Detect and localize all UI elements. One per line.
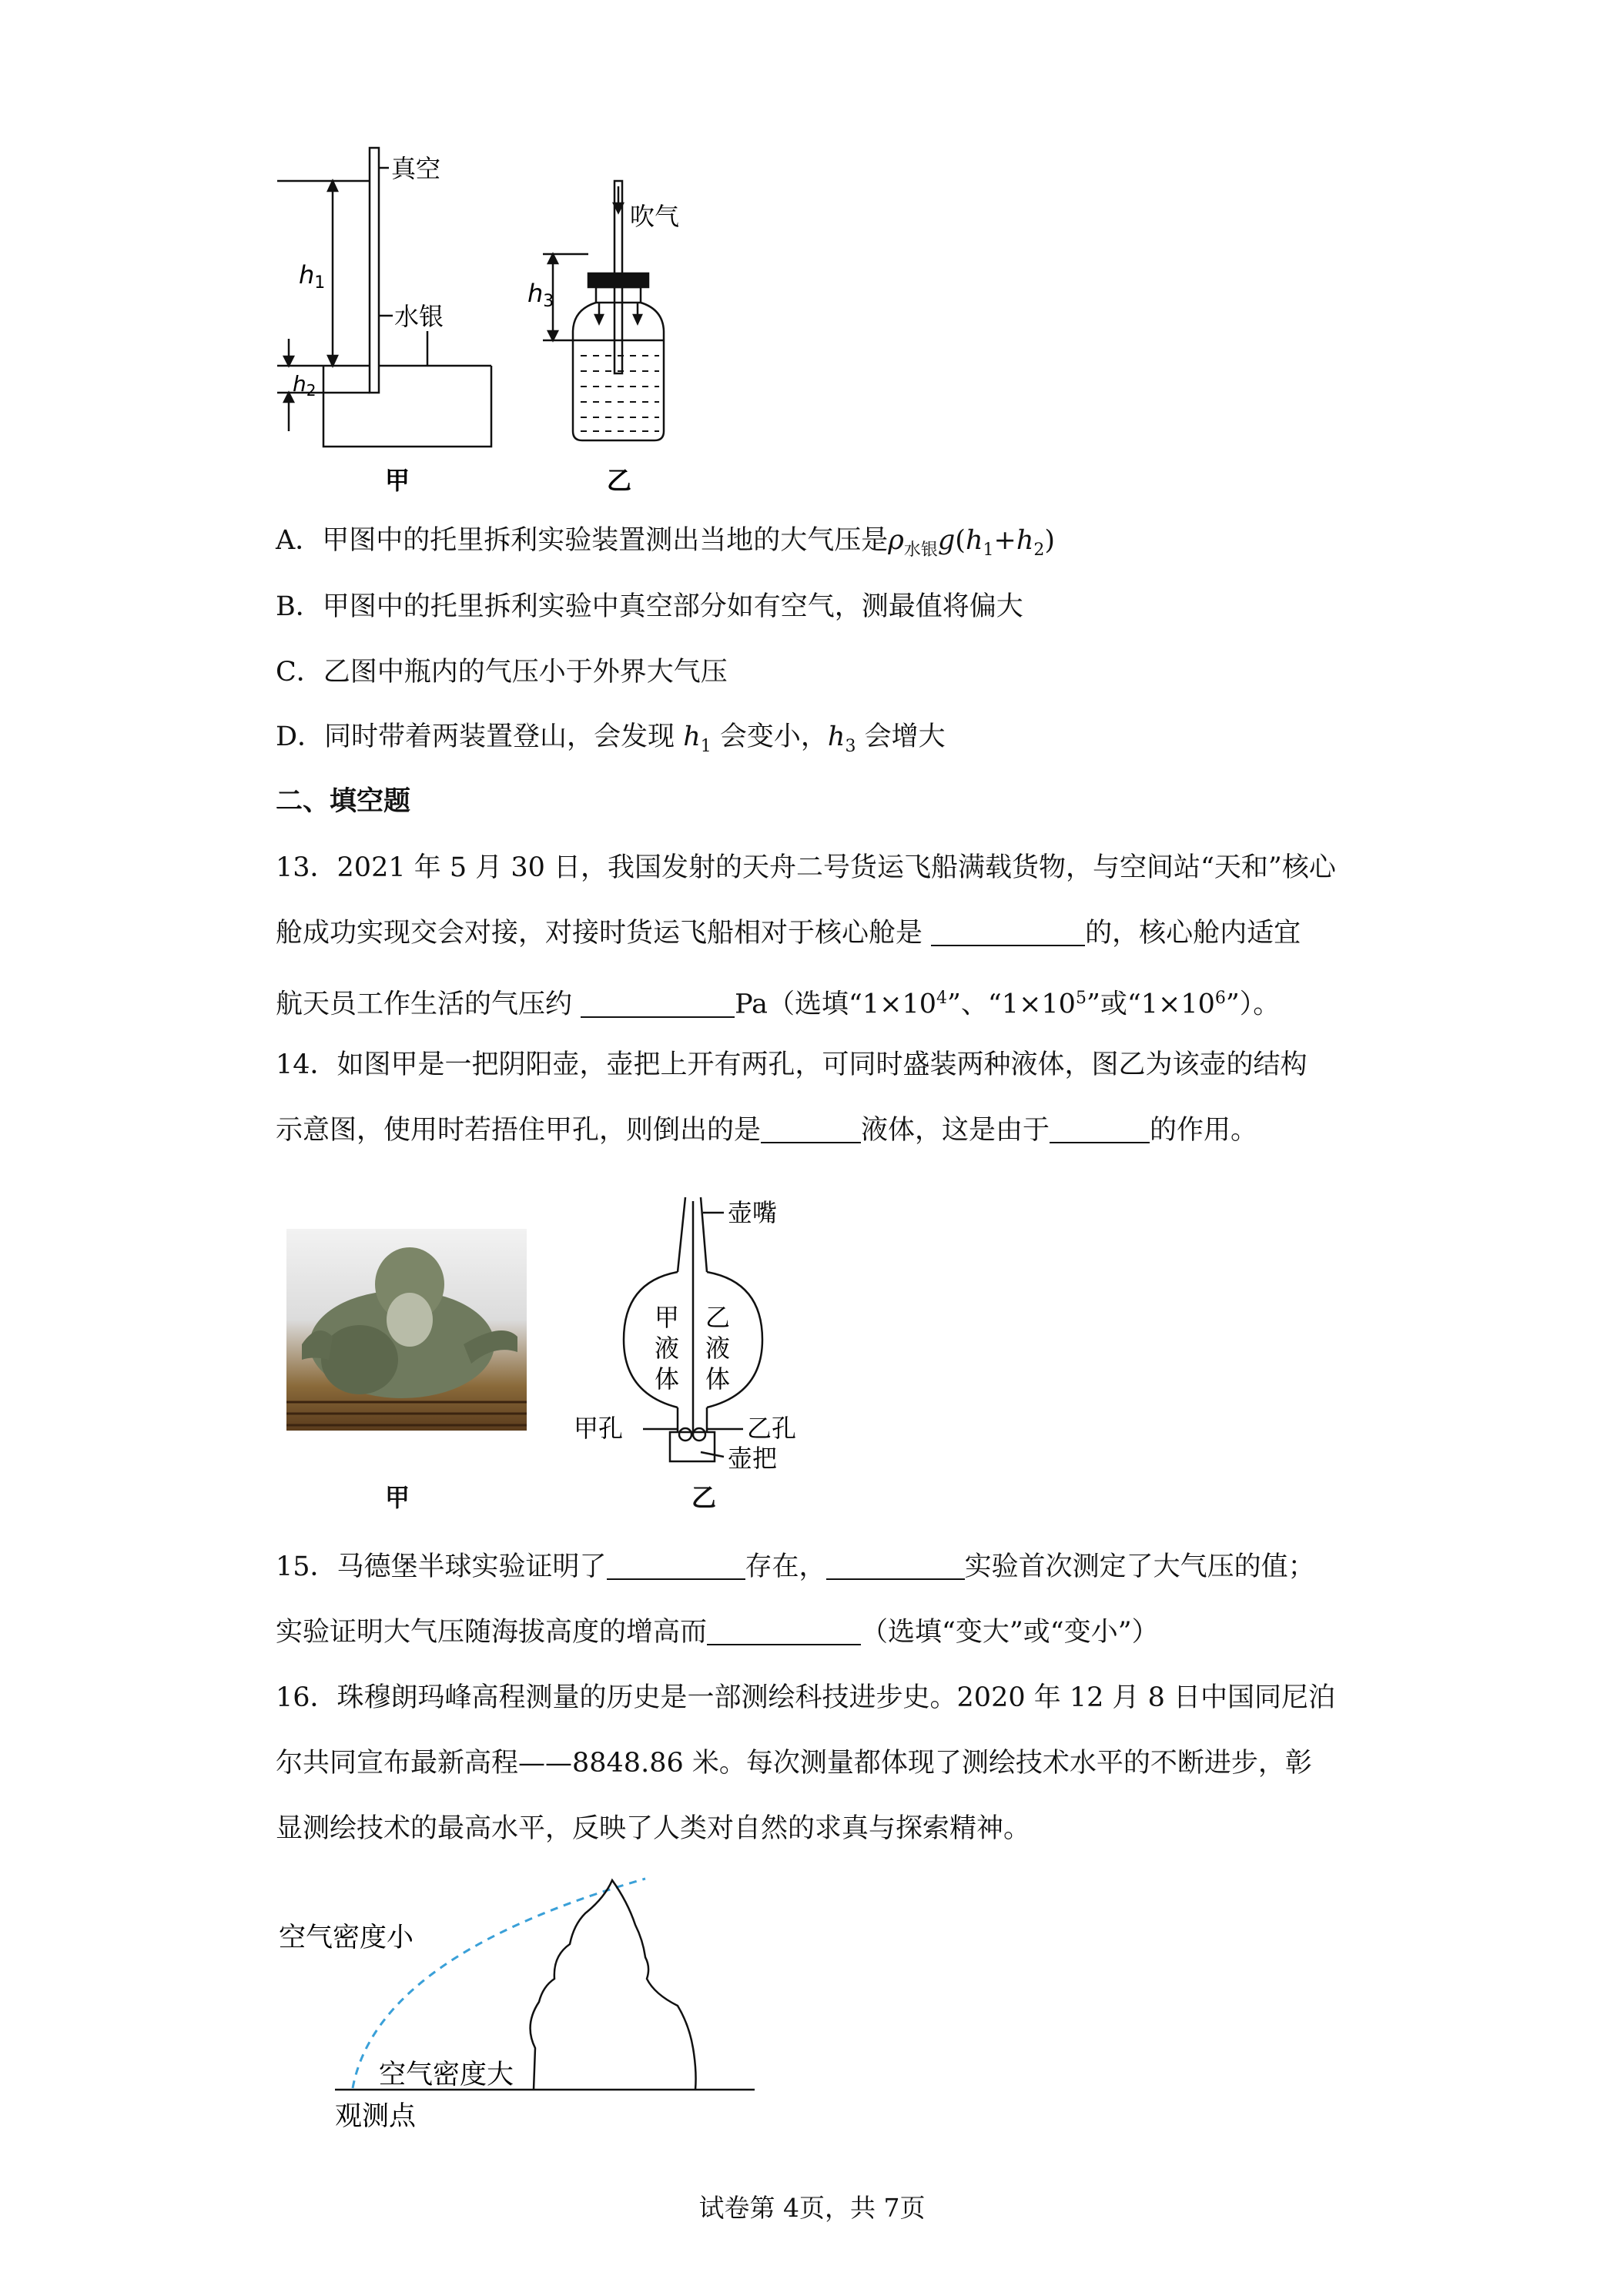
low-density-label: 空气密度小 (279, 1923, 414, 1953)
q13-line-2: 舱成功实现交会对接，对接时货运飞船相对于核心舱是 的，核心舱内适宜 (276, 918, 1301, 949)
q14-blank-1[interactable] (761, 1114, 861, 1143)
q15-blank-1[interactable] (607, 1551, 745, 1580)
yi-caption: 乙 (607, 466, 632, 495)
section-title: 二、填空题 (276, 786, 411, 817)
pot-caption-yi: 乙 (691, 1483, 717, 1512)
jia-hole-label: 甲孔 (574, 1414, 624, 1443)
yi-hole-label: 乙孔 (747, 1414, 797, 1443)
yi-liquid-char-2: 液 (705, 1334, 731, 1363)
observation-point-label: 观测点 (335, 2101, 417, 2132)
jia-caption: 甲 (385, 466, 410, 495)
yi-liquid-char-1: 乙 (705, 1303, 731, 1332)
q12-option-a: A．甲图中的托里拆利实验装置测出当地的大气压是$\rho_{水银}g(h_1+h_2)$ (276, 525, 1056, 560)
page-footer: 试卷第 4页，共 7页 (698, 2193, 926, 2223)
q12-option-b: B．甲图中的托里拆利实验中真空部分如有空气，测最值将偏大 (276, 591, 1023, 622)
jia-liquid-char-3: 体 (655, 1364, 680, 1394)
q13-blank-1[interactable] (931, 917, 1085, 946)
q12-option-c: C．乙图中瓶内的气压小于外界大气压 (276, 657, 728, 688)
torricelli-apparatus (277, 148, 491, 447)
mercury-label: 水银 (394, 302, 444, 331)
q15-blank-2[interactable] (826, 1551, 965, 1580)
q13-line-1: 13．2021 年 5 月 30 日，我国发射的天舟二号货运飞船满载货物，与空间站“天和”核心 (276, 852, 1336, 883)
pot-structure-diagram (570, 1186, 847, 1471)
h3-label: h3 (527, 279, 554, 311)
q16-line-1: 16．珠穆朗玛峰高程测量的历史是一部测绘科技进步史。2020 年 12 月 8 日中国同尼泊 (276, 1682, 1336, 1713)
spout-label: 壶嘴 (728, 1198, 778, 1227)
blow-label: 吹气 (630, 202, 680, 231)
observation-arc (353, 1879, 645, 2088)
q14-blank-2[interactable] (1050, 1114, 1150, 1143)
pot-caption-jia: 甲 (385, 1483, 410, 1512)
q15-blank-3[interactable] (707, 1616, 861, 1645)
q13-blank-2[interactable] (581, 989, 735, 1018)
high-density-label: 空气密度大 (379, 2060, 514, 2090)
bottle-liquid-dashes (581, 356, 659, 431)
q15-line-2: 实验证明大气压随海拔高度的增高而 （选填“变大”或“变小”） (276, 1617, 1159, 1648)
h1-label: h1 (299, 260, 326, 293)
q14-line-1: 14．如图甲是一把阴阳壶，壶把上开有两孔，可同时盛装两种液体，图乙为该壶的结构 (276, 1049, 1308, 1080)
q16-line-3: 显测绘技术的最高水平，反映了人类对自然的求真与探索精神。 (276, 1813, 1031, 1844)
yi-liquid-char-3: 体 (705, 1364, 731, 1394)
q15-line-1: 15．马德堡半球实验证明了 存在， 实验首次测定了大气压的值； (276, 1551, 1315, 1582)
mountain-outline (531, 1880, 696, 2090)
jia-liquid-char-2: 液 (655, 1334, 680, 1363)
pot-figure-drawing (286, 1229, 527, 1431)
vacuum-label: 真空 (391, 154, 441, 183)
mountain-figure (262, 1871, 785, 2156)
q16-line-2: 尔共同宣布最新高程——8848.86 米。每次测量都体现了测绘技术水平的不断进步，彰 (276, 1748, 1312, 1779)
q13-line-3: 航天员工作生活的气压约 Pa（选填“$1\times 10^4$”、“$1\times 10^5$”或“$1\times 10^6$”）。 (276, 989, 1281, 1020)
q14-line-2: 示意图，使用时若捂住甲孔，则倒出的是 液体，这是由于 的作用。 (276, 1115, 1258, 1146)
h2-label: $h_2$ (293, 371, 316, 400)
yinyang-pot-photo (286, 1229, 527, 1431)
handle-label: 壶把 (728, 1444, 778, 1471)
jia-liquid-char-1: 甲 (655, 1303, 680, 1332)
q12-option-d: D．同时带着两装置登山，会发现 $h_1$ 会变小，$h_3$ 会增大 (276, 721, 946, 756)
figure-torricelli-and-bottle (262, 139, 739, 500)
